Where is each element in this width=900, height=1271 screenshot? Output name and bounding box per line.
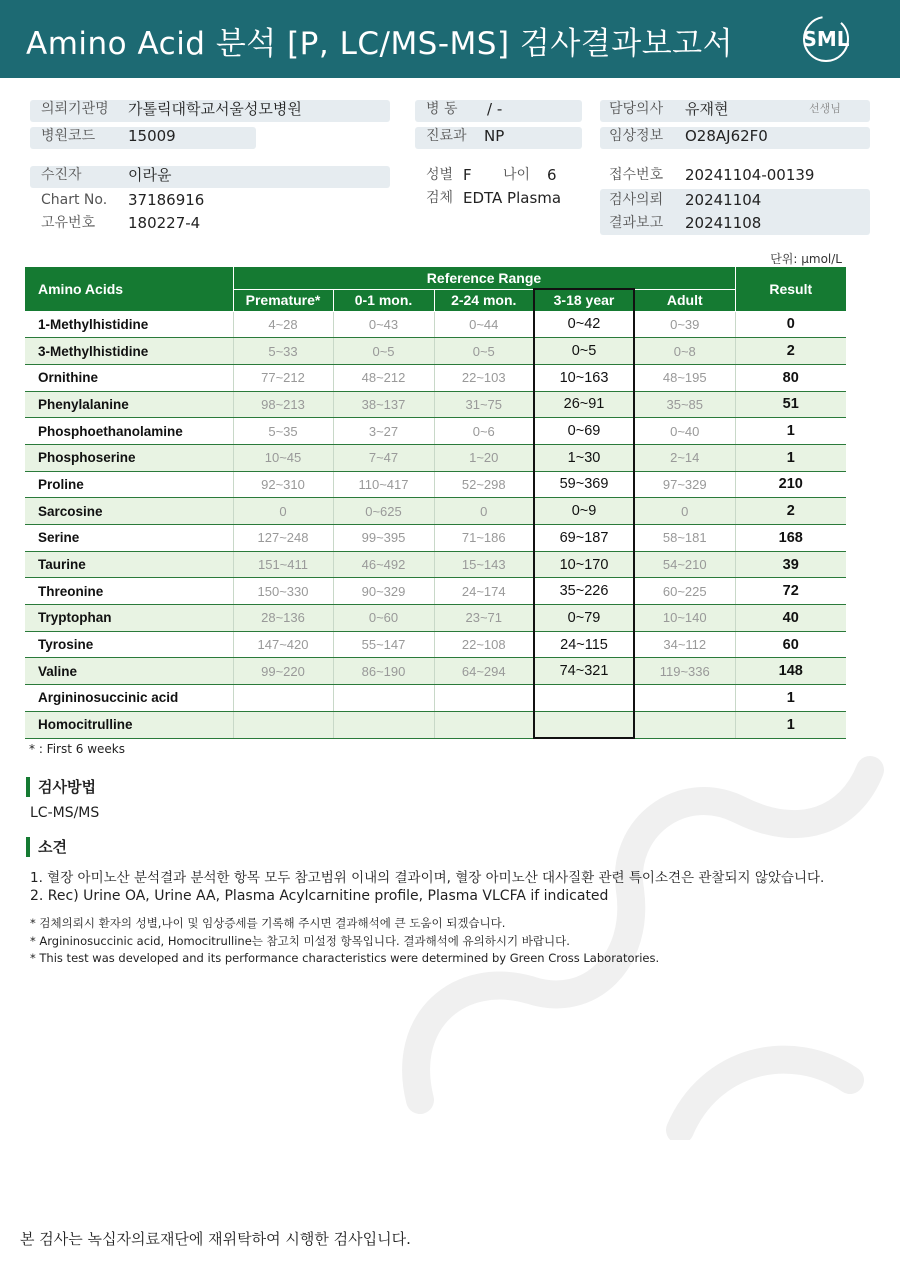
range-0-1-mon: 3~27 [333, 418, 434, 445]
amino-acid-name: Phosphoethanolamine [25, 418, 233, 445]
table-row [25, 631, 846, 658]
range-premature: 28~136 [233, 605, 333, 632]
col-3-18-year: 3-18 year [534, 289, 634, 311]
range-premature: 0 [233, 498, 333, 525]
bottom-disclaimer: 본 검사는 녹십자의료재단에 재위탁하여 시행한 검사입니다. [20, 1230, 411, 1248]
table-row [25, 471, 846, 498]
result-value: 1 [735, 418, 846, 445]
findings-line-1: 1. 혈장 아미노산 분석결과 분석한 항목 모두 참고범위 이내의 결과이며, 혈장 아미노산 대사질환 관련 특이소견은 관찰되지 않았습니다. [30, 870, 825, 886]
chart-row [30, 189, 390, 211]
range-0-1-mon: 48~212 [333, 364, 434, 391]
range-2-24-mon: 23~71 [434, 605, 534, 632]
range-0-1-mon: 86~190 [333, 658, 434, 685]
range-premature: 10~45 [233, 444, 333, 471]
range-0-1-mon [333, 685, 434, 712]
range-2-24-mon: 22~108 [434, 631, 534, 658]
range-2-24-mon: 15~143 [434, 551, 534, 578]
range-premature [233, 685, 333, 712]
range-premature: 5~33 [233, 338, 333, 365]
range-2-24-mon: 24~174 [434, 578, 534, 605]
clinical-label: 임상정보 [609, 128, 664, 144]
uid-value: 180227-4 [128, 214, 201, 232]
receipt-value: 20241104-00139 [685, 166, 815, 184]
range-premature [233, 711, 333, 738]
range-0-1-mon: 110~417 [333, 471, 434, 498]
result-value: 72 [735, 578, 846, 605]
amino-acid-name: Proline [25, 471, 233, 498]
patient-label: 수진자 [41, 167, 82, 183]
range-adult: 0~40 [634, 418, 735, 445]
range-adult: 119~336 [634, 658, 735, 685]
specimen-value: EDTA Plasma [463, 189, 562, 207]
range-0-1-mon: 90~329 [333, 578, 434, 605]
range-adult: 0~39 [634, 311, 735, 338]
logo-text: SML [802, 27, 850, 51]
doctor-suffix: 선생님 [809, 102, 841, 115]
amino-acid-name: Threonine [25, 578, 233, 605]
range-adult: 60~225 [634, 578, 735, 605]
report-value: 20241108 [685, 214, 762, 232]
table-row [25, 311, 846, 338]
range-0-1-mon [333, 711, 434, 738]
table-row [25, 551, 846, 578]
result-value: 168 [735, 525, 846, 552]
range-2-24-mon: 0~44 [434, 311, 534, 338]
range-adult: 0 [634, 498, 735, 525]
chart-label: Chart No. [41, 192, 108, 208]
range-2-24-mon: 31~75 [434, 391, 534, 418]
range-3-18-year: 59~369 [534, 471, 634, 498]
sex-label: 성별 [426, 167, 454, 183]
range-adult [634, 711, 735, 738]
range-0-1-mon: 7~47 [333, 444, 434, 471]
col-reference-range: Reference Range [233, 267, 735, 289]
amino-acid-name: Sarcosine [25, 498, 233, 525]
findings-line-2: 2. Rec) Urine OA, Urine AA, Plasma Acylcarnitine profile, Plasma VLCFA if indicated [30, 888, 609, 904]
method-heading: 검사방법 [26, 777, 96, 797]
patient-row [30, 164, 390, 186]
range-adult: 10~140 [634, 605, 735, 632]
amino-acid-name: Tyrosine [25, 631, 233, 658]
range-2-24-mon: 71~186 [434, 525, 534, 552]
method-text: LC-MS/MS [30, 805, 100, 821]
doctor-value: 유재현 [685, 100, 729, 118]
range-adult: 2~14 [634, 444, 735, 471]
amino-acid-name: Ornithine [25, 364, 233, 391]
range-3-18-year [534, 685, 634, 712]
range-2-24-mon: 22~103 [434, 364, 534, 391]
range-3-18-year: 10~163 [534, 364, 634, 391]
range-adult: 0~8 [634, 338, 735, 365]
ward-value: / - [487, 100, 503, 118]
doctor-row [600, 98, 870, 120]
sex-age-row [415, 164, 585, 186]
unit-label: 단위: μmol/L [770, 252, 842, 266]
range-adult: 34~112 [634, 631, 735, 658]
range-2-24-mon: 52~298 [434, 471, 534, 498]
institution-value: 가톨릭대학교서울성모병원 [128, 100, 302, 118]
range-premature: 99~220 [233, 658, 333, 685]
result-value: 2 [735, 338, 846, 365]
range-premature: 92~310 [233, 471, 333, 498]
range-3-18-year: 1~30 [534, 444, 634, 471]
ward-label: 병 동 [426, 101, 458, 117]
col-result: Result [735, 267, 846, 311]
hospital-code-label: 병원코드 [41, 128, 96, 144]
table-row [25, 605, 846, 632]
result-value: 60 [735, 631, 846, 658]
uid-label: 고유번호 [41, 215, 96, 231]
amino-acid-name: Phenylalanine [25, 391, 233, 418]
table-row [25, 364, 846, 391]
range-2-24-mon: 64~294 [434, 658, 534, 685]
range-3-18-year: 0~79 [534, 605, 634, 632]
range-adult: 97~329 [634, 471, 735, 498]
note-1: * 검체의뢰시 환자의 성별,나이 및 임상증세를 기록해 주시면 결과해석에 큰 도움이 되겠습니다. [30, 916, 506, 930]
range-3-18-year: 74~321 [534, 658, 634, 685]
result-value: 1 [735, 711, 846, 738]
table-row [25, 498, 846, 525]
patient-value: 이라윤 [128, 166, 172, 184]
amino-acid-name: Taurine [25, 551, 233, 578]
range-premature: 127~248 [233, 525, 333, 552]
result-value: 80 [735, 364, 846, 391]
range-3-18-year: 0~69 [534, 418, 634, 445]
range-premature: 147~420 [233, 631, 333, 658]
note-3: * This test was developed and its performance characteristics were determined by Green Cross Laboratories. [30, 951, 660, 965]
table-row [25, 444, 846, 471]
result-value: 1 [735, 444, 846, 471]
result-value: 39 [735, 551, 846, 578]
range-adult: 35~85 [634, 391, 735, 418]
institution-row [30, 98, 390, 120]
col-2-24-mon: 2-24 mon. [434, 289, 534, 311]
result-value: 51 [735, 391, 846, 418]
result-value: 0 [735, 311, 846, 338]
range-adult: 58~181 [634, 525, 735, 552]
table-row [25, 391, 846, 418]
sex-value: F [463, 166, 472, 184]
ward-row [415, 98, 582, 120]
range-0-1-mon: 0~625 [333, 498, 434, 525]
uid-row [30, 212, 390, 234]
result-value: 210 [735, 471, 846, 498]
range-3-18-year: 10~170 [534, 551, 634, 578]
institution-label: 의뢰기관명 [41, 101, 109, 117]
hospital-code-row [30, 125, 256, 147]
request-row [600, 189, 870, 211]
specimen-label: 검체 [426, 190, 454, 206]
table-footnote: * : First 6 weeks [29, 742, 125, 756]
amino-acid-name: 1-Methylhistidine [25, 311, 233, 338]
request-value: 20241104 [685, 191, 762, 209]
range-premature: 150~330 [233, 578, 333, 605]
range-premature: 77~212 [233, 364, 333, 391]
range-0-1-mon: 0~43 [333, 311, 434, 338]
range-2-24-mon [434, 685, 534, 712]
note-2: * Argininosuccinic acid, Homocitrulline는 참고치 미설정 항목입니다. 결과해석에 유의하시기 바랍니다. [30, 934, 570, 948]
result-value: 148 [735, 658, 846, 685]
range-2-24-mon: 0 [434, 498, 534, 525]
request-label: 검사의뢰 [609, 192, 664, 208]
amino-acid-name: Valine [25, 658, 233, 685]
range-3-18-year: 35~226 [534, 578, 634, 605]
amino-acid-name: Homocitrulline [25, 711, 233, 738]
table-row [25, 658, 846, 685]
specimen-row [415, 187, 585, 209]
amino-acid-name: Argininosuccinic acid [25, 685, 233, 712]
amino-acid-name: 3-Methylhistidine [25, 338, 233, 365]
report-title: Amino Acid 분석 [P, LC/MS-MS] 검사결과보고서 [26, 26, 734, 62]
table-row [25, 338, 846, 365]
amino-acid-name: Tryptophan [25, 605, 233, 632]
col-0-1-mon: 0-1 mon. [333, 289, 434, 311]
dept-label: 진료과 [426, 128, 467, 144]
sml-logo [800, 14, 852, 64]
table-row [25, 418, 846, 445]
range-2-24-mon: 0~6 [434, 418, 534, 445]
range-2-24-mon [434, 711, 534, 738]
age-label: 나이 [503, 167, 531, 183]
range-premature: 151~411 [233, 551, 333, 578]
age-value: 6 [547, 166, 557, 184]
receipt-row [600, 164, 870, 186]
range-adult: 54~210 [634, 551, 735, 578]
range-3-18-year: 26~91 [534, 391, 634, 418]
range-premature: 98~213 [233, 391, 333, 418]
col-amino-acids: Amino Acids [25, 267, 233, 311]
result-value: 1 [735, 685, 846, 712]
range-3-18-year: 0~42 [534, 311, 634, 338]
amino-acid-name: Serine [25, 525, 233, 552]
dept-value: NP [484, 127, 505, 145]
col-premature: Premature* [233, 289, 333, 311]
col-adult: Adult [634, 289, 735, 311]
report-header [0, 0, 900, 78]
result-value: 2 [735, 498, 846, 525]
range-0-1-mon: 99~395 [333, 525, 434, 552]
dept-row [415, 125, 582, 147]
findings-heading: 소견 [26, 837, 67, 857]
range-3-18-year [534, 711, 634, 738]
range-premature: 4~28 [233, 311, 333, 338]
clinical-value: O28AJ62F0 [685, 127, 768, 145]
receipt-label: 접수번호 [609, 167, 664, 183]
table-row [25, 711, 846, 738]
range-0-1-mon: 38~137 [333, 391, 434, 418]
hospital-code-value: 15009 [128, 127, 176, 145]
range-3-18-year: 0~5 [534, 338, 634, 365]
doctor-label: 담당의사 [609, 101, 664, 117]
clinical-row [600, 125, 870, 147]
range-3-18-year: 0~9 [534, 498, 634, 525]
range-2-24-mon: 0~5 [434, 338, 534, 365]
table-row [25, 525, 846, 552]
range-0-1-mon: 0~60 [333, 605, 434, 632]
report-row [600, 212, 870, 234]
amino-acid-name: Phosphoserine [25, 444, 233, 471]
range-3-18-year: 24~115 [534, 631, 634, 658]
range-3-18-year: 69~187 [534, 525, 634, 552]
range-premature: 5~35 [233, 418, 333, 445]
range-0-1-mon: 55~147 [333, 631, 434, 658]
table-row [25, 685, 846, 712]
table-row [25, 578, 846, 605]
range-0-1-mon: 0~5 [333, 338, 434, 365]
result-value: 40 [735, 605, 846, 632]
range-2-24-mon: 1~20 [434, 444, 534, 471]
range-adult: 48~195 [634, 364, 735, 391]
report-label: 결과보고 [609, 215, 664, 231]
amino-acid-table [25, 267, 846, 739]
range-adult [634, 685, 735, 712]
range-0-1-mon: 46~492 [333, 551, 434, 578]
chart-value: 37186916 [128, 191, 205, 209]
